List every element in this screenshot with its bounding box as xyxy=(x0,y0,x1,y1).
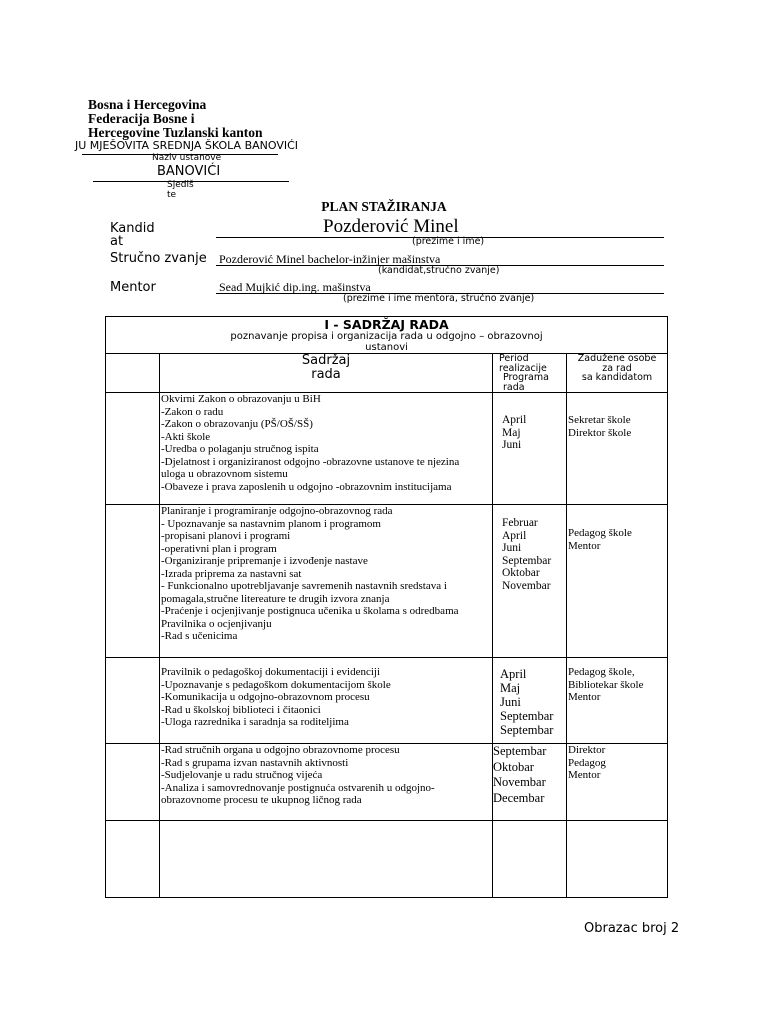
plan-table xyxy=(105,316,668,898)
candidate-label-1: Kandid xyxy=(110,221,155,236)
row-index-cell xyxy=(106,744,160,821)
month: Novembar xyxy=(502,579,551,592)
row-period-cell xyxy=(493,658,567,744)
list-item: Pravilnika o ocjenjivanju xyxy=(161,617,272,630)
row-content-cell xyxy=(160,393,493,505)
list-item: -propisani planovi i programi xyxy=(161,530,291,542)
header-line-2: Federacija Bosne i xyxy=(88,111,195,126)
list-item: -operativni plan i program xyxy=(161,542,277,555)
empty-cell xyxy=(567,821,668,898)
school-name: JU MJEŠOVITA SREDNJA ŠKOLA BANOVIĆI xyxy=(75,139,299,152)
month: April xyxy=(500,667,527,681)
row-assigned-cell xyxy=(567,658,668,744)
list-item: -Analiza i samovrednovanje postignuća ostvarenih u odgojno- xyxy=(161,781,435,794)
person: Bibliotekar škole xyxy=(568,678,644,691)
row-index-cell xyxy=(106,393,160,505)
candidate-name: Pozderović Minel xyxy=(323,216,459,237)
col-assigned-line-3: sa kandidatom xyxy=(581,372,653,383)
list-item: -Zakon o obrazovanju (PŠ/OŠ/SŠ) xyxy=(161,418,313,430)
list-item: -Rad s učenicima xyxy=(161,630,238,642)
row-index-cell xyxy=(106,505,160,658)
col-content-line-2: rada xyxy=(311,367,341,382)
row-period-cell xyxy=(493,505,567,658)
city-name: BANOVIĆI xyxy=(157,164,221,179)
profession-label: Stručno zvanje xyxy=(110,251,207,266)
list-item: pomagala,stručne litereature te drugih izvora znanja xyxy=(161,592,390,605)
month: Septembar xyxy=(500,709,554,723)
list-item: -Obaveze i prava zaposlenih u odgojno -obrazovnim institucijama xyxy=(161,480,452,493)
list-item: Okvirni Zakon o obrazovanju u BiH xyxy=(161,393,321,405)
section-subtitle: poznavanje propisa i organizacija rada u odgojno – obrazovnoj ustanovi xyxy=(230,331,543,353)
candidate-caption: (prezime i ime) xyxy=(412,236,485,247)
column-header-row xyxy=(106,354,668,393)
table-row-empty xyxy=(106,821,668,898)
list-item: -Zakon o radu xyxy=(161,405,224,418)
header-line-1: Bosna i Hercegovina xyxy=(88,97,207,112)
list-item: - Funkcionalno upotrebljavanje savremenih nastavnih sredstava i xyxy=(161,580,447,592)
row-assigned-cell xyxy=(567,393,668,505)
seat-caption-1: Sjediš xyxy=(167,180,194,190)
row-period-cell xyxy=(493,393,567,505)
person: Direktor xyxy=(568,744,606,756)
mentor-caption: (prezime i ime mentora, stručno zvanje) xyxy=(343,293,535,304)
list-item: -Komunikacija u odgojno-obrazovnom procesu xyxy=(161,691,370,703)
form-number: Obrazac broj 2 xyxy=(584,921,680,936)
profession-caption: (kandidat,stručno zvanje) xyxy=(378,265,500,276)
month: April xyxy=(502,414,527,426)
section-title: I - SADRŽAJ RADA xyxy=(324,317,449,332)
row-content-cell xyxy=(160,658,493,744)
table-row xyxy=(106,505,668,658)
list-item: -Rad s grupama izvan nastavnih aktivnosti xyxy=(161,756,349,769)
col-period-header xyxy=(493,354,567,393)
document-title: PLAN STAŽIRANJA xyxy=(321,199,447,214)
row-assigned-cell xyxy=(567,744,668,821)
list-item: Planiranje i programiranje odgojno-obrazovnog rada xyxy=(161,505,393,517)
mentor-label: Mentor xyxy=(110,280,156,295)
person: Direktor škole xyxy=(568,426,632,439)
col-content-line-1: Sadržaj xyxy=(301,353,351,368)
section-header-row xyxy=(106,317,668,354)
profession-value: Pozderović Minel bachelor-inžinjer mašinstva xyxy=(219,252,441,266)
row-period-cell xyxy=(493,744,567,821)
mentor-value: Sead Mujkić dip.ing. mašinstva xyxy=(219,280,371,294)
person: Mentor xyxy=(568,539,601,552)
seat-caption-2: te xyxy=(167,190,177,200)
month: April xyxy=(502,529,527,542)
month: Septembar xyxy=(493,744,547,758)
list-item: -Praćenje i ocjenjivanje postignuca učenika u školama s odredbama xyxy=(161,605,459,617)
person: Sekretar škole xyxy=(568,414,631,426)
list-item: Pravilnik o pedagoškoj dokumentaciji i evidenciji xyxy=(161,666,381,678)
list-item: -Akti škole xyxy=(161,430,211,443)
month: Maj xyxy=(500,681,521,695)
list-item: -Rad stručnih organa u odgojno obrazovnome procesu xyxy=(161,744,400,756)
empty-cell xyxy=(160,821,493,898)
table-row xyxy=(106,744,668,821)
list-item: -Uredba o polaganju stručnog ispita xyxy=(161,443,319,455)
row-assigned-cell xyxy=(567,505,668,658)
candidate-label-2: at xyxy=(110,234,124,249)
empty-cell xyxy=(493,821,567,898)
row-content-cell xyxy=(160,505,493,658)
month: Septembar xyxy=(500,723,554,737)
list-item: -Izrada priprema za nastavni sat xyxy=(161,567,302,580)
person: Pedagog xyxy=(568,756,606,769)
month: Decembar xyxy=(493,790,545,805)
table-row xyxy=(106,658,668,744)
list-item: -Organiziranje pripremanje i izvođenje nastave xyxy=(161,555,368,567)
list-item: -Sudjelovanje u radu stručnog vijeća xyxy=(161,769,323,781)
list-item: -Rad u školskoj biblioteci i čitaonici xyxy=(161,703,321,716)
month: Februar xyxy=(502,517,538,529)
person: Pedagog škole, xyxy=(568,666,635,678)
list-item: uloga u obrazovnom sistemu xyxy=(161,468,288,480)
header-blank-cell xyxy=(106,354,160,393)
month: Juni xyxy=(500,695,521,709)
section-header xyxy=(106,317,668,354)
col-period-line-3: Programa xyxy=(503,372,549,383)
table-row xyxy=(106,393,668,505)
person: Pedagog škole xyxy=(568,527,632,539)
col-assigned-line-2: za rad xyxy=(602,362,632,374)
row-content-cell xyxy=(160,744,493,821)
row-index-cell xyxy=(106,658,160,744)
month: Juni xyxy=(502,439,522,451)
col-period-line-2: realizacije xyxy=(499,362,547,374)
empty-cell xyxy=(106,821,160,898)
list-item: -Djelatnost i organiziranost odgojno -obrazovne ustanove te njezina xyxy=(161,455,460,468)
header-line-3: Hercegovine Tuzlanski kanton xyxy=(88,125,263,140)
month: Septembar xyxy=(502,554,552,567)
month: Juni xyxy=(502,542,522,554)
person: Mentor xyxy=(568,769,601,781)
month: Maj xyxy=(502,426,521,439)
month: Novembar xyxy=(493,775,546,789)
col-assigned-header xyxy=(567,354,668,393)
list-item: -Uloga razrednika i saradnja sa roditeljima xyxy=(161,716,349,728)
list-item: -Upoznavanje s pedagoškom dokumentacijom škole xyxy=(161,678,391,691)
institution-caption: Naziv ustanove xyxy=(152,153,222,163)
person: Mentor xyxy=(568,691,601,703)
month: Oktobar xyxy=(502,567,540,579)
col-period-line-4: rada xyxy=(503,381,525,393)
col-period-line-1: Period xyxy=(499,353,529,364)
list-item: - Upoznavanje sa nastavnim planom i programom xyxy=(161,517,381,530)
col-assigned-line-1: Zadužene osobe xyxy=(577,353,657,364)
col-content-header xyxy=(160,354,493,393)
month: Oktobar xyxy=(493,759,534,774)
list-item: obrazovnome procesu te ukupnog ličnog rada xyxy=(161,794,362,806)
